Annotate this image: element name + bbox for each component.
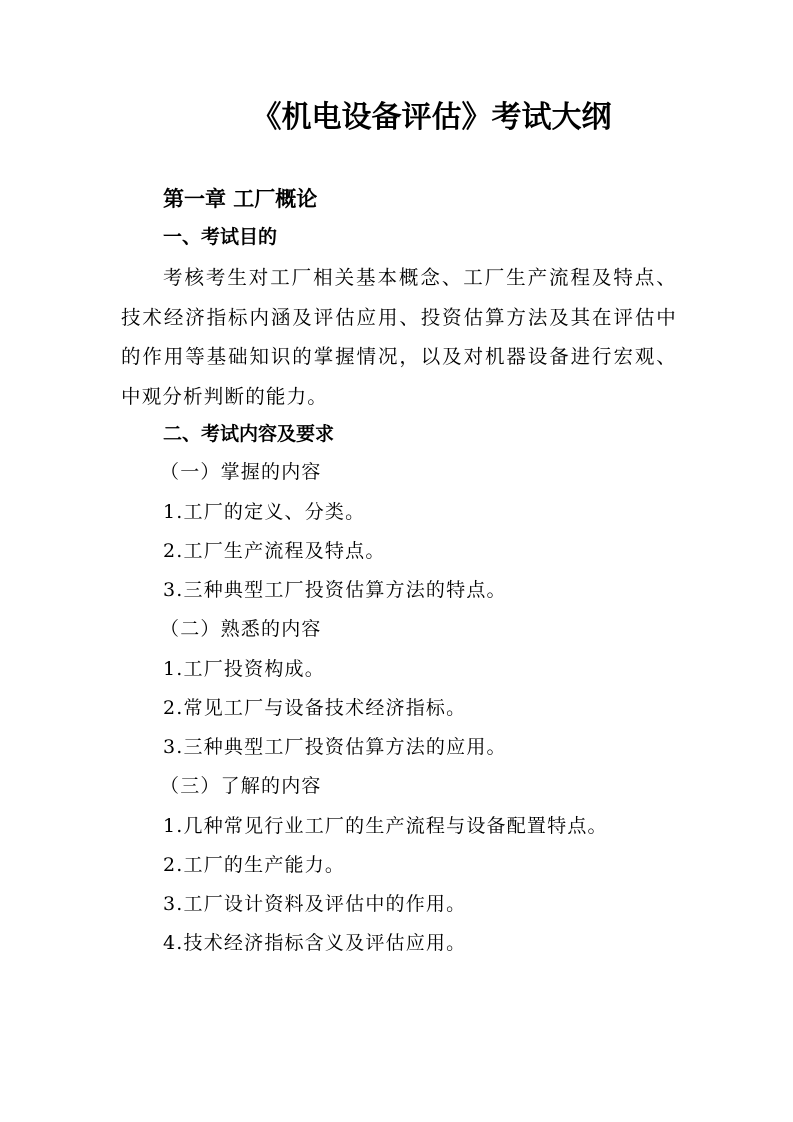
document-title: 《机电设备评估》考试大纲	[251, 100, 612, 135]
list-item: 3.工厂设计资料及评估中的作用。	[163, 893, 467, 915]
section-heading-exam-content: 二、考试内容及要求	[163, 423, 335, 445]
list-item: 3.三种典型工厂投资估算方法的应用。	[163, 736, 507, 758]
group-label-familiar: （二）熟悉的内容	[160, 618, 322, 640]
list-item: 2.工厂生产流程及特点。	[163, 540, 386, 562]
group-label-understand: （三）了解的内容	[160, 775, 322, 797]
list-item: 2.常见工厂与设备技术经济指标。	[163, 697, 467, 719]
exam-purpose-paragraph: 考核考生对工厂相关基本概念、工厂生产流程及特点、技术经济指标内涵及评估应用、投资估算方法及其在评估中的作用等基础知识的掌握情况，以及对机器设备进行宏观、中观分析判断的能力。	[121, 266, 677, 408]
list-item: 1.工厂投资构成。	[163, 658, 325, 680]
list-item: 4.技术经济指标含义及评估应用。	[163, 932, 467, 954]
section-heading-exam-purpose: 一、考试目的	[163, 226, 278, 248]
list-item: 2.工厂的生产能力。	[163, 854, 346, 876]
chapter-heading: 第一章 工厂概论	[163, 187, 318, 211]
list-item: 1.工厂的定义、分类。	[163, 501, 366, 523]
list-item: 1.几种常见行业工厂的生产流程与设备配置特点。	[163, 815, 608, 837]
list-item: 3.三种典型工厂投资估算方法的特点。	[163, 579, 507, 601]
group-label-master: （一）掌握的内容	[160, 461, 322, 483]
